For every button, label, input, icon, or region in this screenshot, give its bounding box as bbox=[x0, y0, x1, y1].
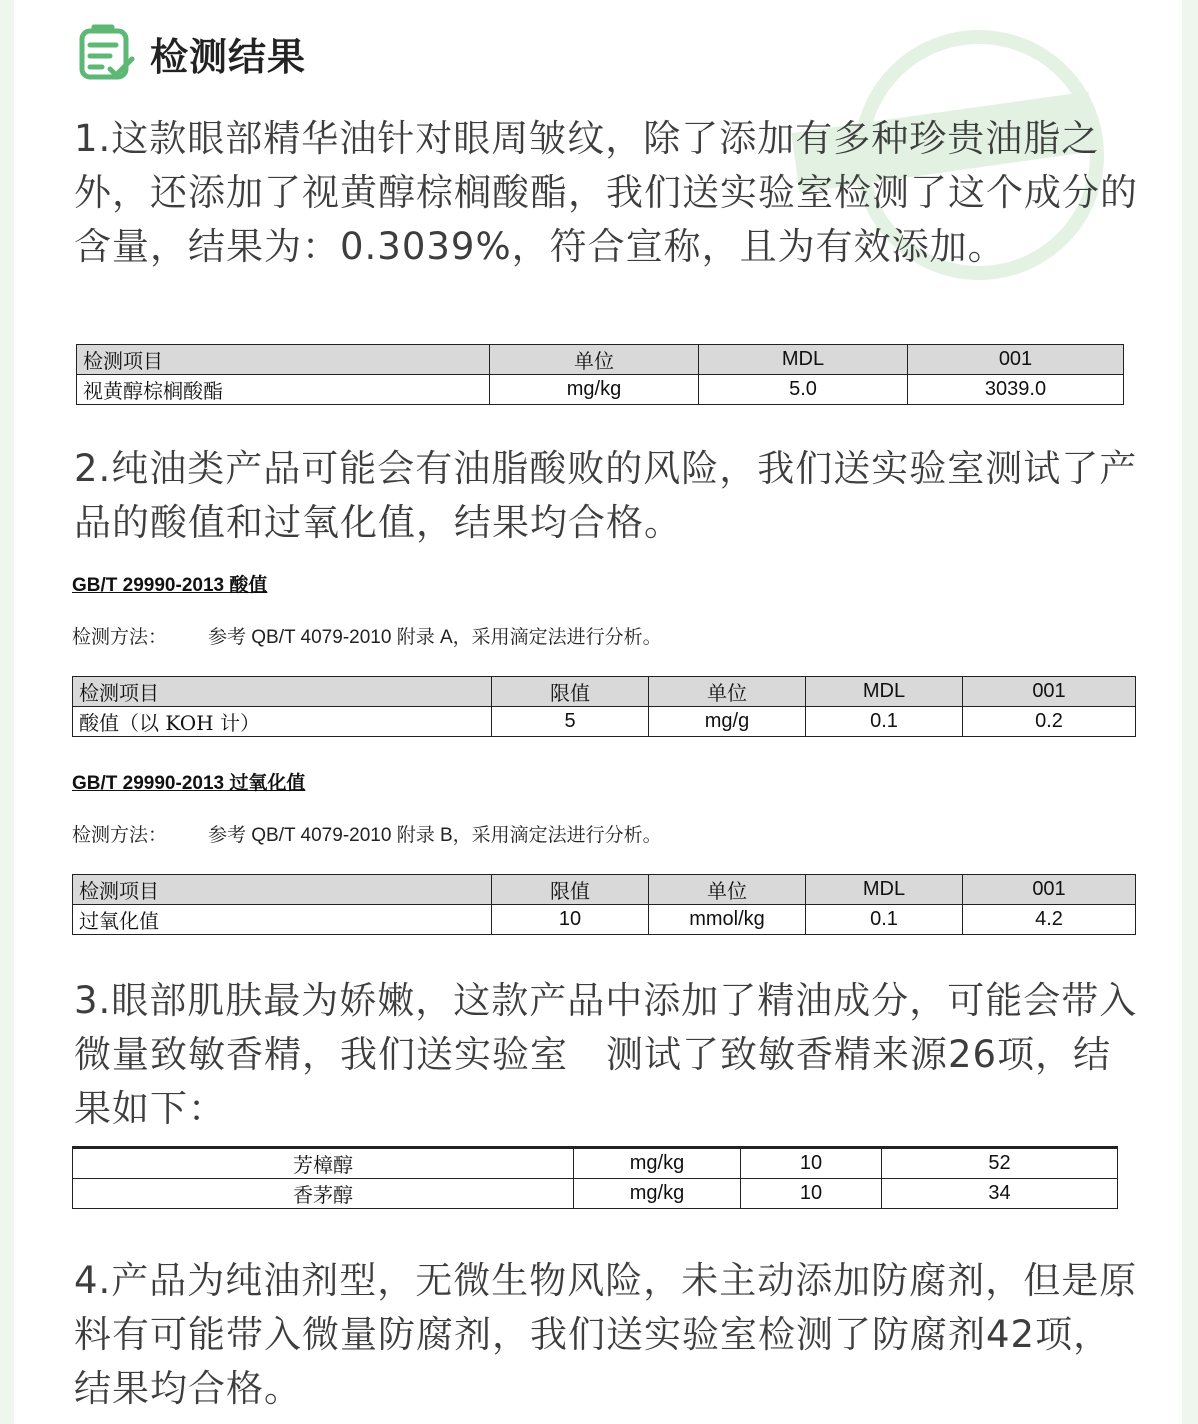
peroxide-method bbox=[72, 820, 662, 847]
table-cell: 0.2 bbox=[963, 707, 1136, 737]
table-cell: 5 bbox=[492, 707, 649, 737]
table-cell: 4.2 bbox=[963, 905, 1136, 935]
table-header: 单位 bbox=[490, 345, 699, 375]
table-cell: 52 bbox=[882, 1149, 1118, 1179]
table-row bbox=[77, 375, 1124, 405]
section-header bbox=[76, 20, 306, 86]
table-cell: mg/g bbox=[649, 707, 806, 737]
peroxide-standard-title: GB/T 29990-2013 过氧化值 bbox=[72, 773, 306, 794]
table-header: 检测项目 bbox=[73, 875, 492, 905]
method-text: 参考 QB/T 4079-2010 附录 A，采用滴定法进行分析。 bbox=[208, 627, 662, 648]
table-cell: 10 bbox=[492, 905, 649, 935]
table-row bbox=[73, 1179, 1118, 1209]
method-label: 检测方法： bbox=[72, 627, 168, 648]
table-row bbox=[73, 707, 1136, 737]
table-cell: 5.0 bbox=[699, 375, 908, 405]
table-header: 单位 bbox=[649, 677, 806, 707]
peroxide-table bbox=[72, 874, 1136, 935]
acid-standard-title: GB/T 29990-2013 酸值 bbox=[72, 575, 268, 596]
method-label: 检测方法： bbox=[72, 825, 168, 846]
table-cell: 10 bbox=[741, 1149, 882, 1179]
page-title: 检测结果 bbox=[150, 34, 307, 79]
table-cell: 3039.0 bbox=[908, 375, 1124, 405]
table-cell: mg/kg bbox=[490, 375, 699, 405]
table-header: 限值 bbox=[492, 875, 649, 905]
table-cell: 34 bbox=[882, 1179, 1118, 1209]
table-header: MDL bbox=[699, 345, 908, 375]
table-cell: 10 bbox=[741, 1179, 882, 1209]
section2-text: 2.纯油类产品可能会有油脂酸败的风险，我们送实验室测试了产品的酸值和过氧化值，结果均合格。 bbox=[74, 447, 1138, 544]
acid-table bbox=[72, 676, 1136, 737]
table-row bbox=[73, 905, 1136, 935]
table-header: 001 bbox=[963, 875, 1136, 905]
section4-text: 4.产品为纯油剂型，无微生物风险，未主动添加防腐剂，但是原料有可能带入微量防腐剂，我们送实验室检测了防腐剂42项，结果均合格。 bbox=[74, 1259, 1138, 1410]
acid-method bbox=[72, 622, 662, 649]
table-header: 001 bbox=[908, 345, 1124, 375]
section1-text: 1.这款眼部精华油针对眼周皱纹，除了添加有多种珍贵油脂之外，还添加了视黄醇棕榈酸酯，我们送实验室检测了这个成分的含量，结果为：0.3039%，符合宣称，且为有效添加。 bbox=[74, 117, 1138, 268]
table-header: 001 bbox=[963, 677, 1136, 707]
section3-text: 3.眼部肌肤最为娇嫩，这款产品中添加了精油成分，可能会带入微量致敏香精，我们送实验室 测试了致敏香精来源26项，结果如下： bbox=[74, 979, 1138, 1130]
table-cell: 香茅醇 bbox=[73, 1179, 574, 1209]
table-cell: 过氧化值 bbox=[73, 905, 492, 935]
report-clipboard-icon bbox=[76, 23, 136, 83]
content-card bbox=[14, 0, 1182, 1424]
table-header: MDL bbox=[806, 677, 963, 707]
table-row bbox=[73, 1149, 1118, 1179]
table-cell: 0.1 bbox=[806, 905, 963, 935]
table-header: 检测项目 bbox=[73, 677, 492, 707]
table-cell: mg/kg bbox=[574, 1179, 741, 1209]
table-cell: 酸值（以 KOH 计） bbox=[73, 707, 492, 737]
table-cell: mg/kg bbox=[574, 1149, 741, 1179]
table-header: 单位 bbox=[649, 875, 806, 905]
table-header: 限值 bbox=[492, 677, 649, 707]
table-header: MDL bbox=[806, 875, 963, 905]
table-cell: mmol/kg bbox=[649, 905, 806, 935]
table-header: 检测项目 bbox=[77, 345, 490, 375]
table-cell: 0.1 bbox=[806, 707, 963, 737]
table-cell: 视黄醇棕榈酸酯 bbox=[77, 375, 490, 405]
fragrance-table bbox=[72, 1148, 1118, 1209]
table-cell: 芳樟醇 bbox=[73, 1149, 574, 1179]
retinyl-table bbox=[76, 344, 1124, 405]
method-text: 参考 QB/T 4079-2010 附录 B，采用滴定法进行分析。 bbox=[208, 825, 662, 846]
